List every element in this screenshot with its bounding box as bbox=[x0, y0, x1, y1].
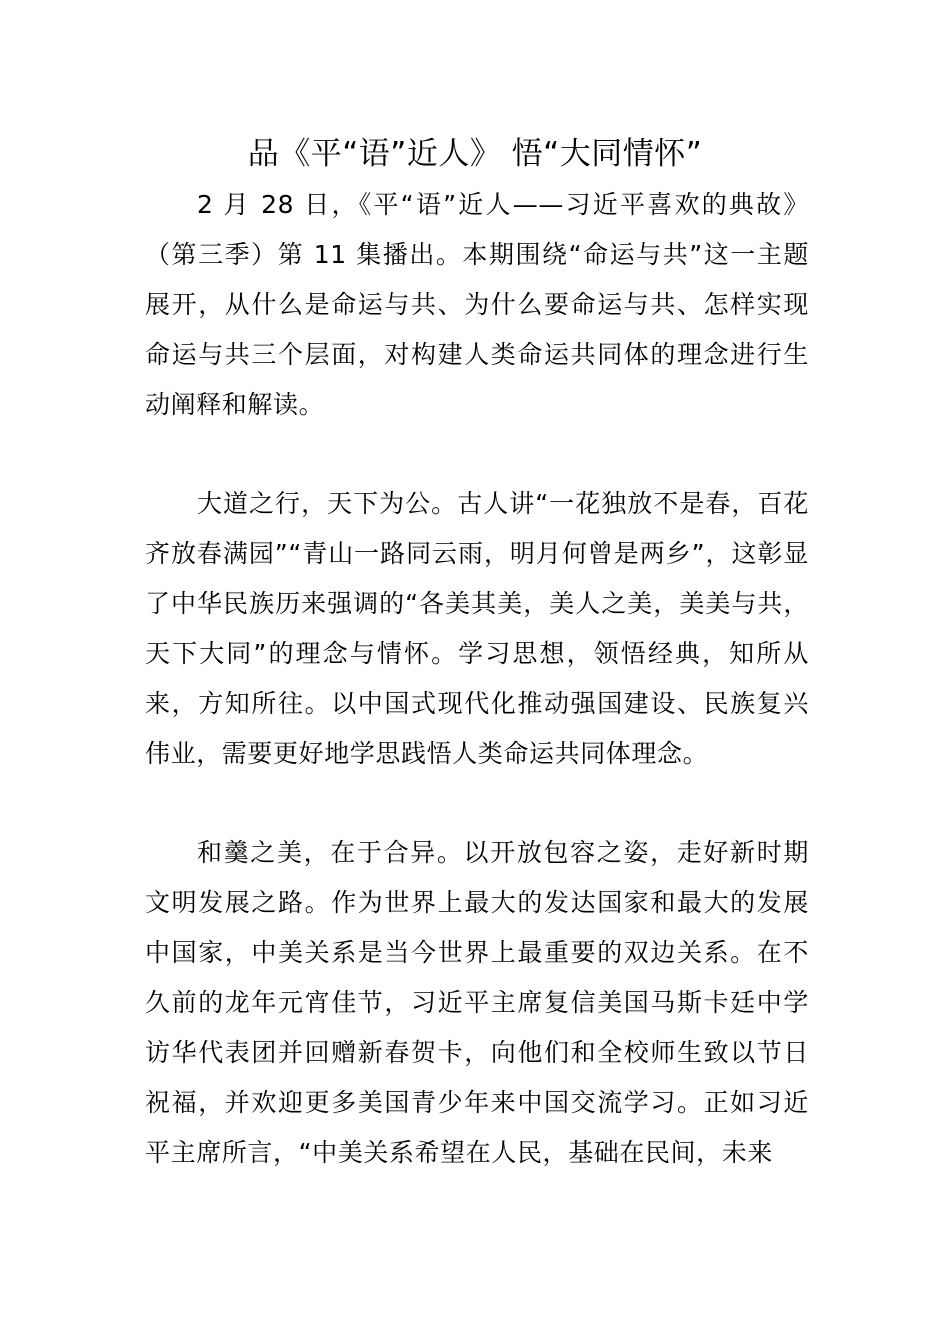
document-title: 品《平“语”近人》 悟“大同情怀” bbox=[247, 136, 703, 172]
paragraph-gap bbox=[145, 430, 809, 479]
paragraph-3: 和羹之美，在于合异。以开放包容之姿，走好新时期文明发展之路。作为世界上最大的发达国家和最大的发展中国家，中美关系是当今世界上最重要的双边关系。在不久前的龙年元宵佳节，习近平主席复信美国马斯卡廷中学访华代表团并回赠新春贺卡，向他们和全校师生致以节日祝福，并欢迎更多美国青少年来中国交流学习。正如习近平主席所言，“中美关系希望在人民，基础在民间，未来 bbox=[145, 838, 809, 1167]
paragraph-gap bbox=[145, 779, 809, 828]
paragraph-1: 2 月 28 日，《平“语”近人——习近平喜欢的典故》（第三季）第 11 集播出。本期围绕“命运与共”这一主题展开，从什么是命运与共、为什么要命运与共、怎样实现命运与共三个层面，对构建人类命运共同体的理念进行生动阐释和解读。 bbox=[145, 190, 809, 419]
document-page bbox=[145, 128, 809, 1178]
paragraph-2: 大道之行，天下为公。古人讲“一花独放不是春，百花齐放春满园”“青山一路同云雨，明月何曾是两乡”，这彰显了中华民族历来强调的“各美其美，美人之美，美美与共，天下大同”的理念与情怀。学习思想，领悟经典，知所从来，方知所往。以中国式现代化推动强国建设、民族复兴伟业，需要更好地学思践悟人类命运共同体理念。 bbox=[145, 489, 809, 768]
